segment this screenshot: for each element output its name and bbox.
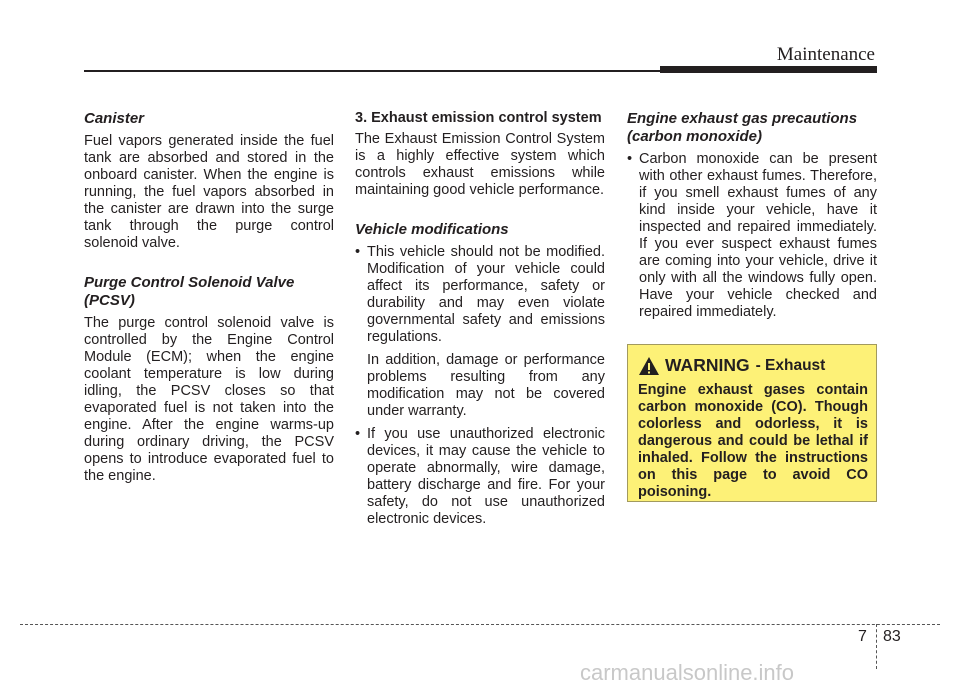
footer-divider [20,624,940,625]
column-3 [627,110,877,327]
exhaust-text: The Exhaust Emission Control System is a highly effective system which controls exhaust emissions while maintaining good vehicle performance. [355,131,605,198]
header-rule-thick [660,66,877,73]
bullet-text: Carbon monoxide can be present with other exhaust fumes. Therefore, if you smell exhaust fumes of any kind inside your vehicle, have it inspected and repaired immediately. If you ever suspect exhaust fumes are coming into your vehicle, drive it only with all the windows fully open. Have your vehicle checked and repaired immediately. [639,151,877,320]
canister-heading: Canister [84,110,145,127]
list-item [355,244,605,420]
list-item [627,151,877,321]
column-1 [84,110,334,485]
warning-subtitle: - Exhaust [755,356,826,374]
modifications-heading: Vehicle modifications [355,221,509,238]
pcsv-heading: Purge Control Solenoid Valve (PCSV) [84,274,295,309]
watermark: carmanualsonline.info [580,660,795,685]
section-title: Maintenance [776,44,875,65]
exhaust-heading: 3. Exhaust emission control system [355,110,602,126]
header-rule [84,70,662,72]
bullet-text: In addition, damage or performance problems resulting from any modification may not be covered under warranty. [367,352,605,419]
bullet-icon: • [355,244,361,260]
chapter-number: 7 [858,628,867,645]
warning-header [638,355,825,376]
bullet-text: This vehicle should not be modified. Modification of your vehicle could affect its performance, safety or durability and may even violate governmental safety and emissions regulations. [367,244,605,345]
page-number: 83 [883,628,901,645]
bullet-icon: • [355,426,361,442]
bullet-text: If you use unauthorized electronic devices, it may cause the vehicle to operate abnormally, wire damage, battery discharge and fire. For your safety, do not use unauthorized electronic devices. [367,426,605,527]
pcsv-text: The purge control solenoid valve is controlled by the Engine Control Module (ECM); when the engine coolant temperature is low during idling, the PCSV closes so that evaporated fuel is not taken into the engine. After the engine warms-up during ordinary driving, the PCSV opens to introduce evaporated fuel to the engine. [84,315,334,484]
bullet-icon: • [627,151,633,167]
warning-box [627,344,877,502]
list-item [355,426,605,528]
warning-title: WARNING [665,355,750,375]
canister-text: Fuel vapors generated inside the fuel tank are absorbed and stored in the onboard canister. When the engine is running, the fuel vapors absorbed in the canister are drawn into the surge tank through the purge control solenoid valve. [84,133,334,251]
warning-text: Engine exhaust gases contain carbon monoxide (CO). Though colorless and odorless, it is dangerous and could be lethal if inhaled. Follow the instructions on this page to avoid CO poisoning. [638,382,868,500]
warning-triangle-icon [638,356,660,376]
precaution-heading: Engine exhaust gas precautions (carbon monoxide) [627,110,858,145]
footer-page-divider [876,624,877,669]
column-2 [355,110,605,534]
